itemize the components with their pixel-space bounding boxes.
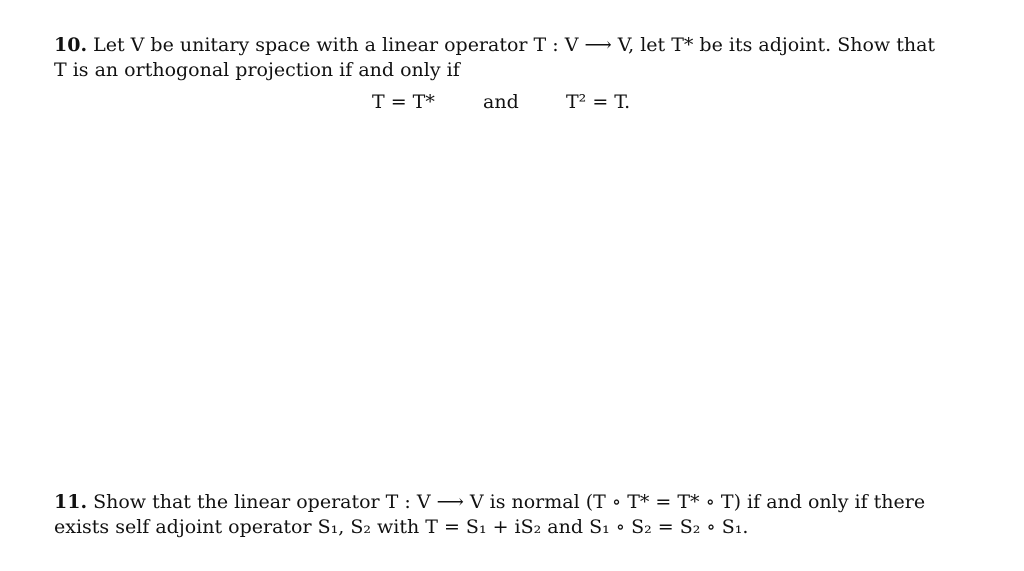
problem-11-line-1 [54, 490, 960, 515]
problem-10-display-equation [0, 91, 1024, 117]
problem-11-number: 11. [54, 491, 88, 513]
problem-11-text-1: Show that the linear operator T : V ⟶ V is normal (T ∘ T* = T* ∘ T) if and only if there [93, 491, 926, 513]
problem-10-line-1 [54, 33, 960, 58]
equation-idempotent: T² = T. [566, 91, 631, 113]
problem-11 [54, 490, 960, 540]
problem-10-text-1: Let V be unitary space with a linear operator T : V ⟶ V, let T* be its adjoint. Show that [93, 34, 936, 56]
problem-10-text-2: T is an orthogonal projection if and only if [54, 59, 460, 81]
equation-conjunction: and [483, 91, 519, 113]
problem-10 [54, 33, 960, 83]
problem-10-number: 10. [54, 34, 88, 56]
problem-11-text-2: exists self adjoint operator S₁, S₂ with T = S₁ + iS₂ and S₁ ∘ S₂ = S₂ ∘ S₁. [54, 516, 749, 538]
equation-self-adjoint: T = T* [372, 91, 435, 113]
